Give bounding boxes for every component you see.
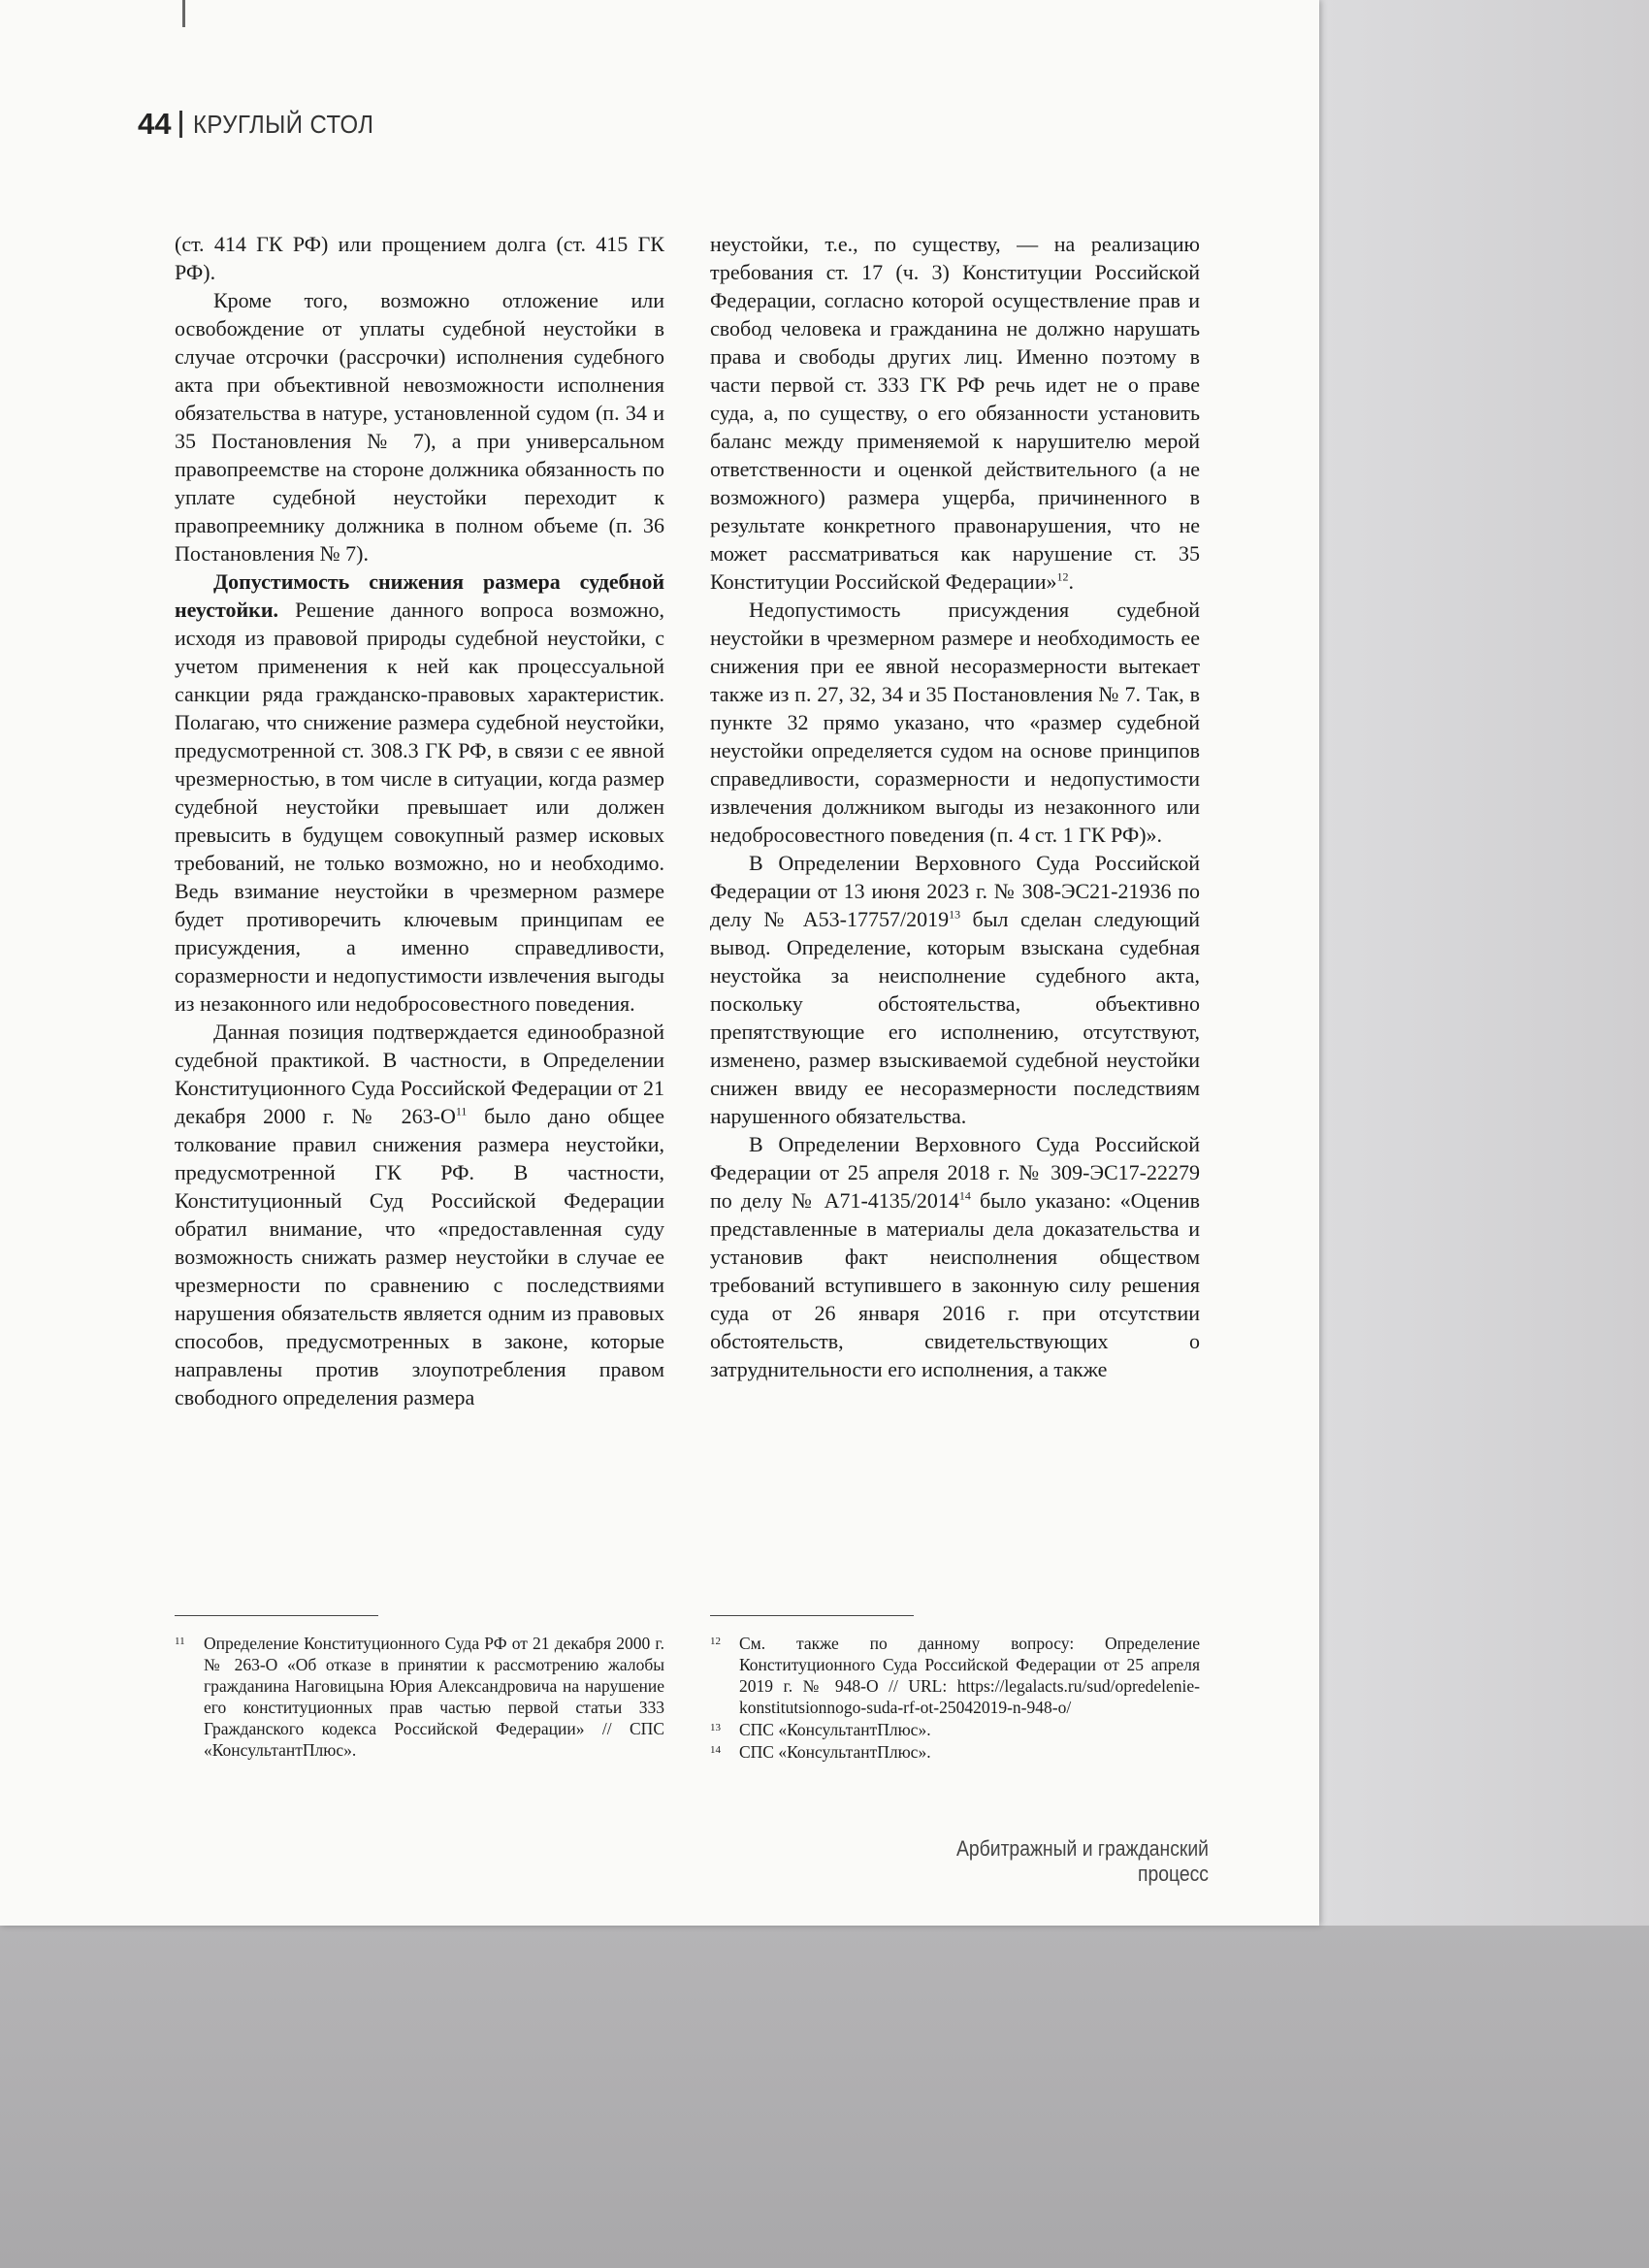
paragraph-text: был сделан следующий вывод. Определение, которым взыскана судебная неустойка за неисполнение судебного акта, поскольку обстоятельства, объективно препятствующие его исполнению, отсутствуют, изменено, размер взыскиваемой судебной неустойки снижен ввиду ее несоразмерности последствиям нарушенного обязательства. bbox=[710, 907, 1200, 1128]
footnote-text: См. также по данному вопросу: Определение Конституционного Суда Российской Федерации от 25 апреля 2019 г. № 948-О // URL: https://legalacts.ru/sud/opredelenie-konstitutsionnogo-suda-rf-ot-25042019-n-948-o/ bbox=[739, 1634, 1200, 1717]
footnote-number: 14 bbox=[710, 1744, 721, 1756]
footnote-text: СПС «КонсультантПлюс». bbox=[739, 1720, 931, 1739]
paragraph: (ст. 414 ГК РФ) или прощением долга (ст. 415 ГК РФ). bbox=[175, 232, 664, 284]
footnote bbox=[710, 1719, 1200, 1740]
footnote bbox=[175, 1633, 664, 1761]
paragraph bbox=[175, 1018, 664, 1411]
paragraph-heading: Допустимость снижения размера судебной неустойки. bbox=[175, 569, 664, 622]
footnote-separator bbox=[175, 1615, 378, 1616]
paragraph: Недопустимость присуждения судебной неустойки в чрезмерном размере и необходимость ее снижения при ее явной несоразмерности вытекает также из п. 27, 32, 34 и 35 Постановления № 7. Так, в пункте 32 прямо указано, что «размер судебной неустойки определяется судом на основе принципов справедливости, соразмерности и недопустимости извлечения должником выгоды из незаконного или недобросовестного поведения (п. 4 ст. 1 ГК РФ)». bbox=[710, 598, 1200, 847]
footnote-text: СПС «КонсультантПлюс». bbox=[739, 1742, 931, 1762]
running-footer: Арбитражный и гражданский процесс bbox=[955, 1836, 1209, 1886]
page-edge-strip bbox=[1298, 0, 1649, 1926]
paragraph bbox=[710, 230, 1200, 596]
paragraph-text: неустойки, т.е., по существу, — на реализацию требования ст. 17 (ч. 3) Конституции Российской Федерации, согласно которой осуществление прав и свобод человека и гражданина не должно нарушать права и свободы других лиц. Именно поэтому в части первой ст. 333 ГК РФ речь идет не о праве суда, а, по существу, о его обязанности установить баланс между применяемой к нарушителю мерой ответственности и оценкой действительного (а не возможного) размера ущерба, причиненного в результате конкретного правонарушения, что не может рассматриваться как нарушение ст. 35 Конституции Российской Федерации» bbox=[710, 232, 1200, 594]
scanner-bed-area bbox=[0, 1926, 1649, 2268]
paragraph-text: . bbox=[1068, 569, 1074, 594]
footnote bbox=[710, 1633, 1200, 1718]
page-fold-mark bbox=[182, 0, 185, 27]
header-divider bbox=[179, 111, 182, 138]
paragraph bbox=[710, 849, 1200, 1130]
paragraph-text: Решение данного вопроса возможно, исходя из правовой природы судебной неустойки, с учетом применения к ней как процессуальной санкции ряда гражданско-правовых характеристик. Полагаю, что снижение размера судебной неустойки, предусмотренной ст. 308.3 ГК РФ, в связи с ее явной чрезмерностью, в том числе в ситуации, когда размер судебной неустойки превышает или должен превысить в будущем совокупный размер исковых требований, не только возможно, но и необходимо. Ведь взимание неустойки в чрезмерном размере будет противоречить ключевым принципам ее присуждения, а именно справедливости, соразмерности и недопустимости извлечения выгоды из незаконного или недобросовестного поведения. bbox=[175, 598, 664, 1016]
footnotes-right bbox=[710, 1633, 1200, 1764]
text-column-left bbox=[175, 230, 664, 1411]
section-title: КРУГЛЫЙ СТОЛ bbox=[193, 109, 374, 139]
paragraph-text: В Определении Верховного Суда Российской Федерации от 13 июня 2023 г. № 308-ЭС21-21936 по делу № А53-17757/2019 bbox=[710, 851, 1200, 931]
paragraph-text: Данная позиция подтверждается единообразной судебной практикой. В частности, в Определении Конституционного Суда Российской Федерации от 21 декабря 2000 г. № 263-О bbox=[175, 1020, 664, 1128]
page-number: 44 bbox=[138, 107, 172, 141]
footnote-number: 13 bbox=[710, 1722, 721, 1733]
paragraph-text: В Определении Верховного Суда Российской Федерации от 25 апреля 2018 г. № 309-ЭС17-22279 по делу № А71-4135/2014 bbox=[710, 1132, 1200, 1213]
paragraph bbox=[710, 1130, 1200, 1383]
footnote-ref: 13 bbox=[949, 907, 961, 922]
paragraph-text: было указано: «Оценив представленные в материалы дела доказательства и установив факт неисполнения обществом требований вступившего в законную силу решения суда от 26 января 2016 г. при отсутствии обстоятельств, свидетельствующих о затруднительности его исполнения, а также bbox=[710, 1188, 1200, 1381]
footnote-text: Определение Конституционного Суда РФ от 21 декабря 2000 г. № 263-О «Об отказе в принятии к рассмотрению жалобы гражданина Наговицына Юрия Александровича на нарушение его конституционных прав частью первой статьи 333 Гражданского кодекса Российской Федерации» // СПС «КонсультантПлюс». bbox=[204, 1634, 664, 1760]
running-header bbox=[138, 105, 390, 144]
footnote-ref: 11 bbox=[455, 1104, 468, 1118]
text-column-right bbox=[710, 230, 1200, 1383]
footnote-separator bbox=[710, 1615, 914, 1616]
footnote-number: 11 bbox=[175, 1636, 185, 1647]
paragraph-text: было дано общее толкование правил снижения размера неустойки, предусмотренной ГК РФ. В частности, Конституционный Суд Российской Федерации обратил внимание, что «предоставленная суду возможность снижать размер неустойки в случае ее чрезмерности по сравнению с последствиями нарушения обязательств является одним из правовых способов, предусмотренных в законе, которые направлены против злоупотребления правом свободного определения размера bbox=[175, 1104, 664, 1409]
footnote-ref: 14 bbox=[958, 1188, 971, 1203]
paragraph: Кроме того, возможно отложение или освобождение от уплаты судебной неустойки в случае отсрочки (рассрочки) исполнения судебного акта при объективной невозможности исполнения обязательства в натуре, установленной судом (п. 34 и 35 Постановления № 7), а при универсальном правопреемстве на стороне должника обязанность по уплате судебной неустойки переходит к правопреемнику должника в полном объеме (п. 36 Постановления № 7). bbox=[175, 288, 664, 566]
footnote bbox=[710, 1741, 1200, 1763]
footnote-number: 12 bbox=[710, 1636, 721, 1647]
footnotes-left bbox=[175, 1633, 664, 1762]
footnote-ref: 12 bbox=[1056, 569, 1069, 584]
paragraph bbox=[175, 567, 664, 1018]
